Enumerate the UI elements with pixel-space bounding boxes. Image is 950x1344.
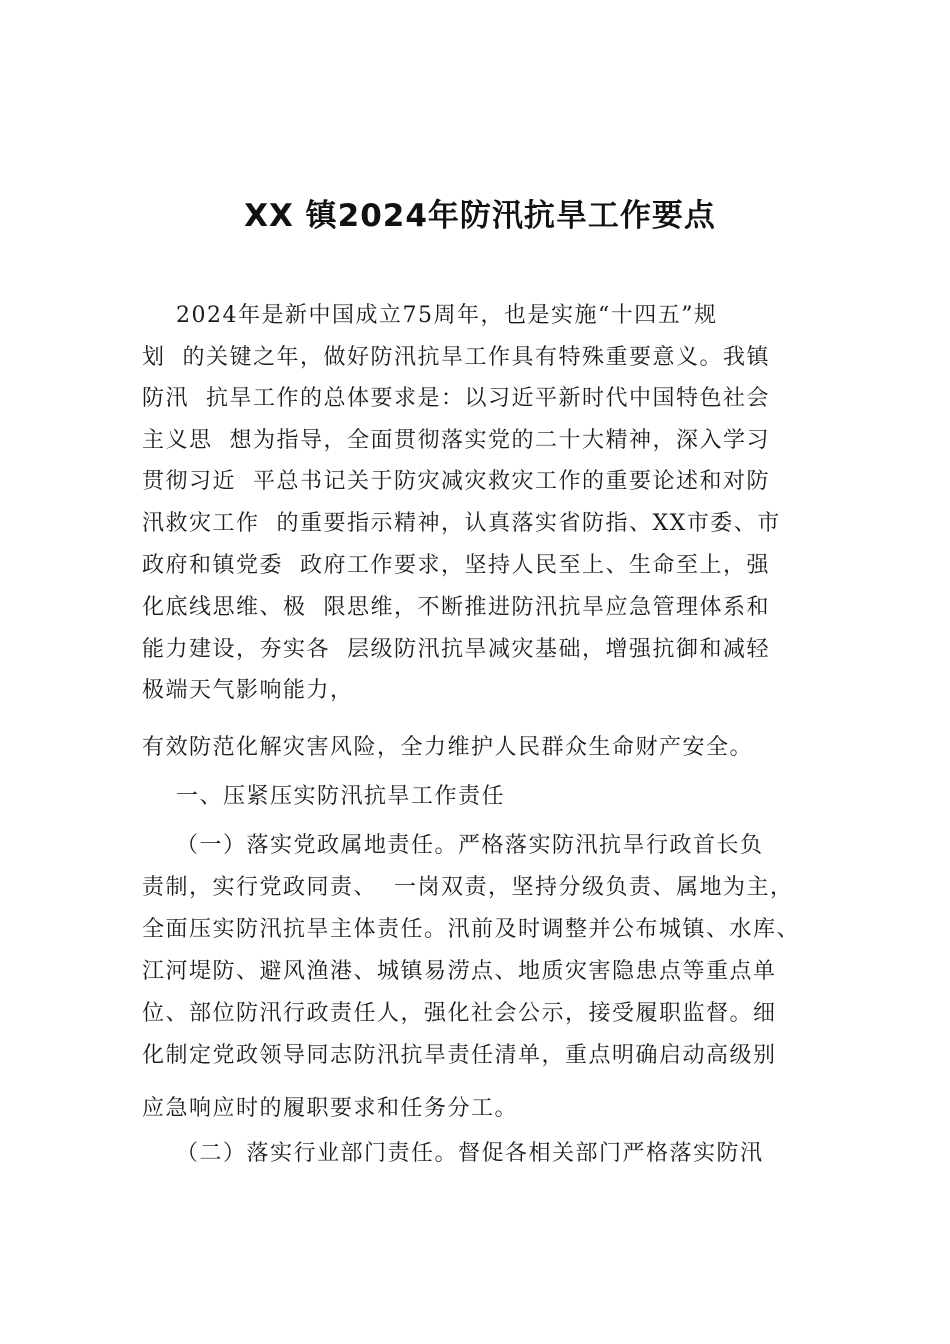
paragraph-line: 位、部位防汛行政责任人，强化社会公示，接受履职监督。细 bbox=[142, 1001, 777, 1026]
paragraph-line: 化制定党政领导同志防汛抗旱责任清单，重点明确启动高级别 bbox=[142, 1043, 777, 1068]
paragraph-line: 2024年是新中国成立75周年，也是实施“十四五”规 bbox=[142, 303, 718, 328]
paragraph-line: 政府和镇党委 政府工作要求，坚持人民至上、生命至上，强 bbox=[142, 553, 770, 578]
paragraph-line: 全面压实防汛抗旱主体责任。汛前及时调整并公布城镇、水库、 bbox=[142, 917, 801, 942]
paragraph-line: 汛救灾工作 的重要指示精神，认真落实省防指、XX市委、市 bbox=[142, 511, 781, 536]
paragraph-line: 防汛 抗旱工作的总体要求是：以习近平新时代中国特色社会 bbox=[142, 386, 770, 411]
paragraph-line: 极端天气影响能力， bbox=[142, 678, 354, 703]
paragraph-line: 有效防范化解灾害风险，全力维护人民群众生命财产安全。 bbox=[142, 735, 754, 760]
paragraph-line: 贯彻习近 平总书记关于防灾减灾救灾工作的重要论述和对防 bbox=[142, 469, 770, 494]
paragraph-line: 责制，实行党政同责、 一岗双责，坚持分级负责、属地为主， bbox=[142, 875, 794, 900]
paragraph-line: 应急响应时的履职要求和任务分工。 bbox=[142, 1096, 519, 1121]
section-heading: 一、压紧压实防汛抗旱工作责任 bbox=[142, 784, 505, 809]
paragraph-line: 化底线思维、极 限思维，不断推进防汛抗旱应急管理体系和 bbox=[142, 595, 770, 620]
paragraph-line: 江河堤防、避风渔港、城镇易涝点、地质灾害隐患点等重点单 bbox=[142, 959, 777, 984]
paragraph-line: （二）落实行业部门责任。督促各相关部门严格落实防汛 bbox=[142, 1141, 764, 1166]
paragraph-line: 划 的关键之年，做好防汛抗旱工作具有特殊重要意义。我镇 bbox=[142, 345, 770, 370]
paragraph-line: （一）落实党政属地责任。严格落实防汛抗旱行政首长负 bbox=[142, 833, 764, 858]
paragraph-line: 能力建设，夯实各 层级防汛抗旱减灾基础，增强抗御和减轻 bbox=[142, 637, 770, 662]
paragraph-line: 主义思 想为指导，全面贯彻落实党的二十大精神，深入学习 bbox=[142, 428, 770, 453]
document-title: XX 镇2024年防汛抗旱工作要点 bbox=[244, 198, 716, 234]
